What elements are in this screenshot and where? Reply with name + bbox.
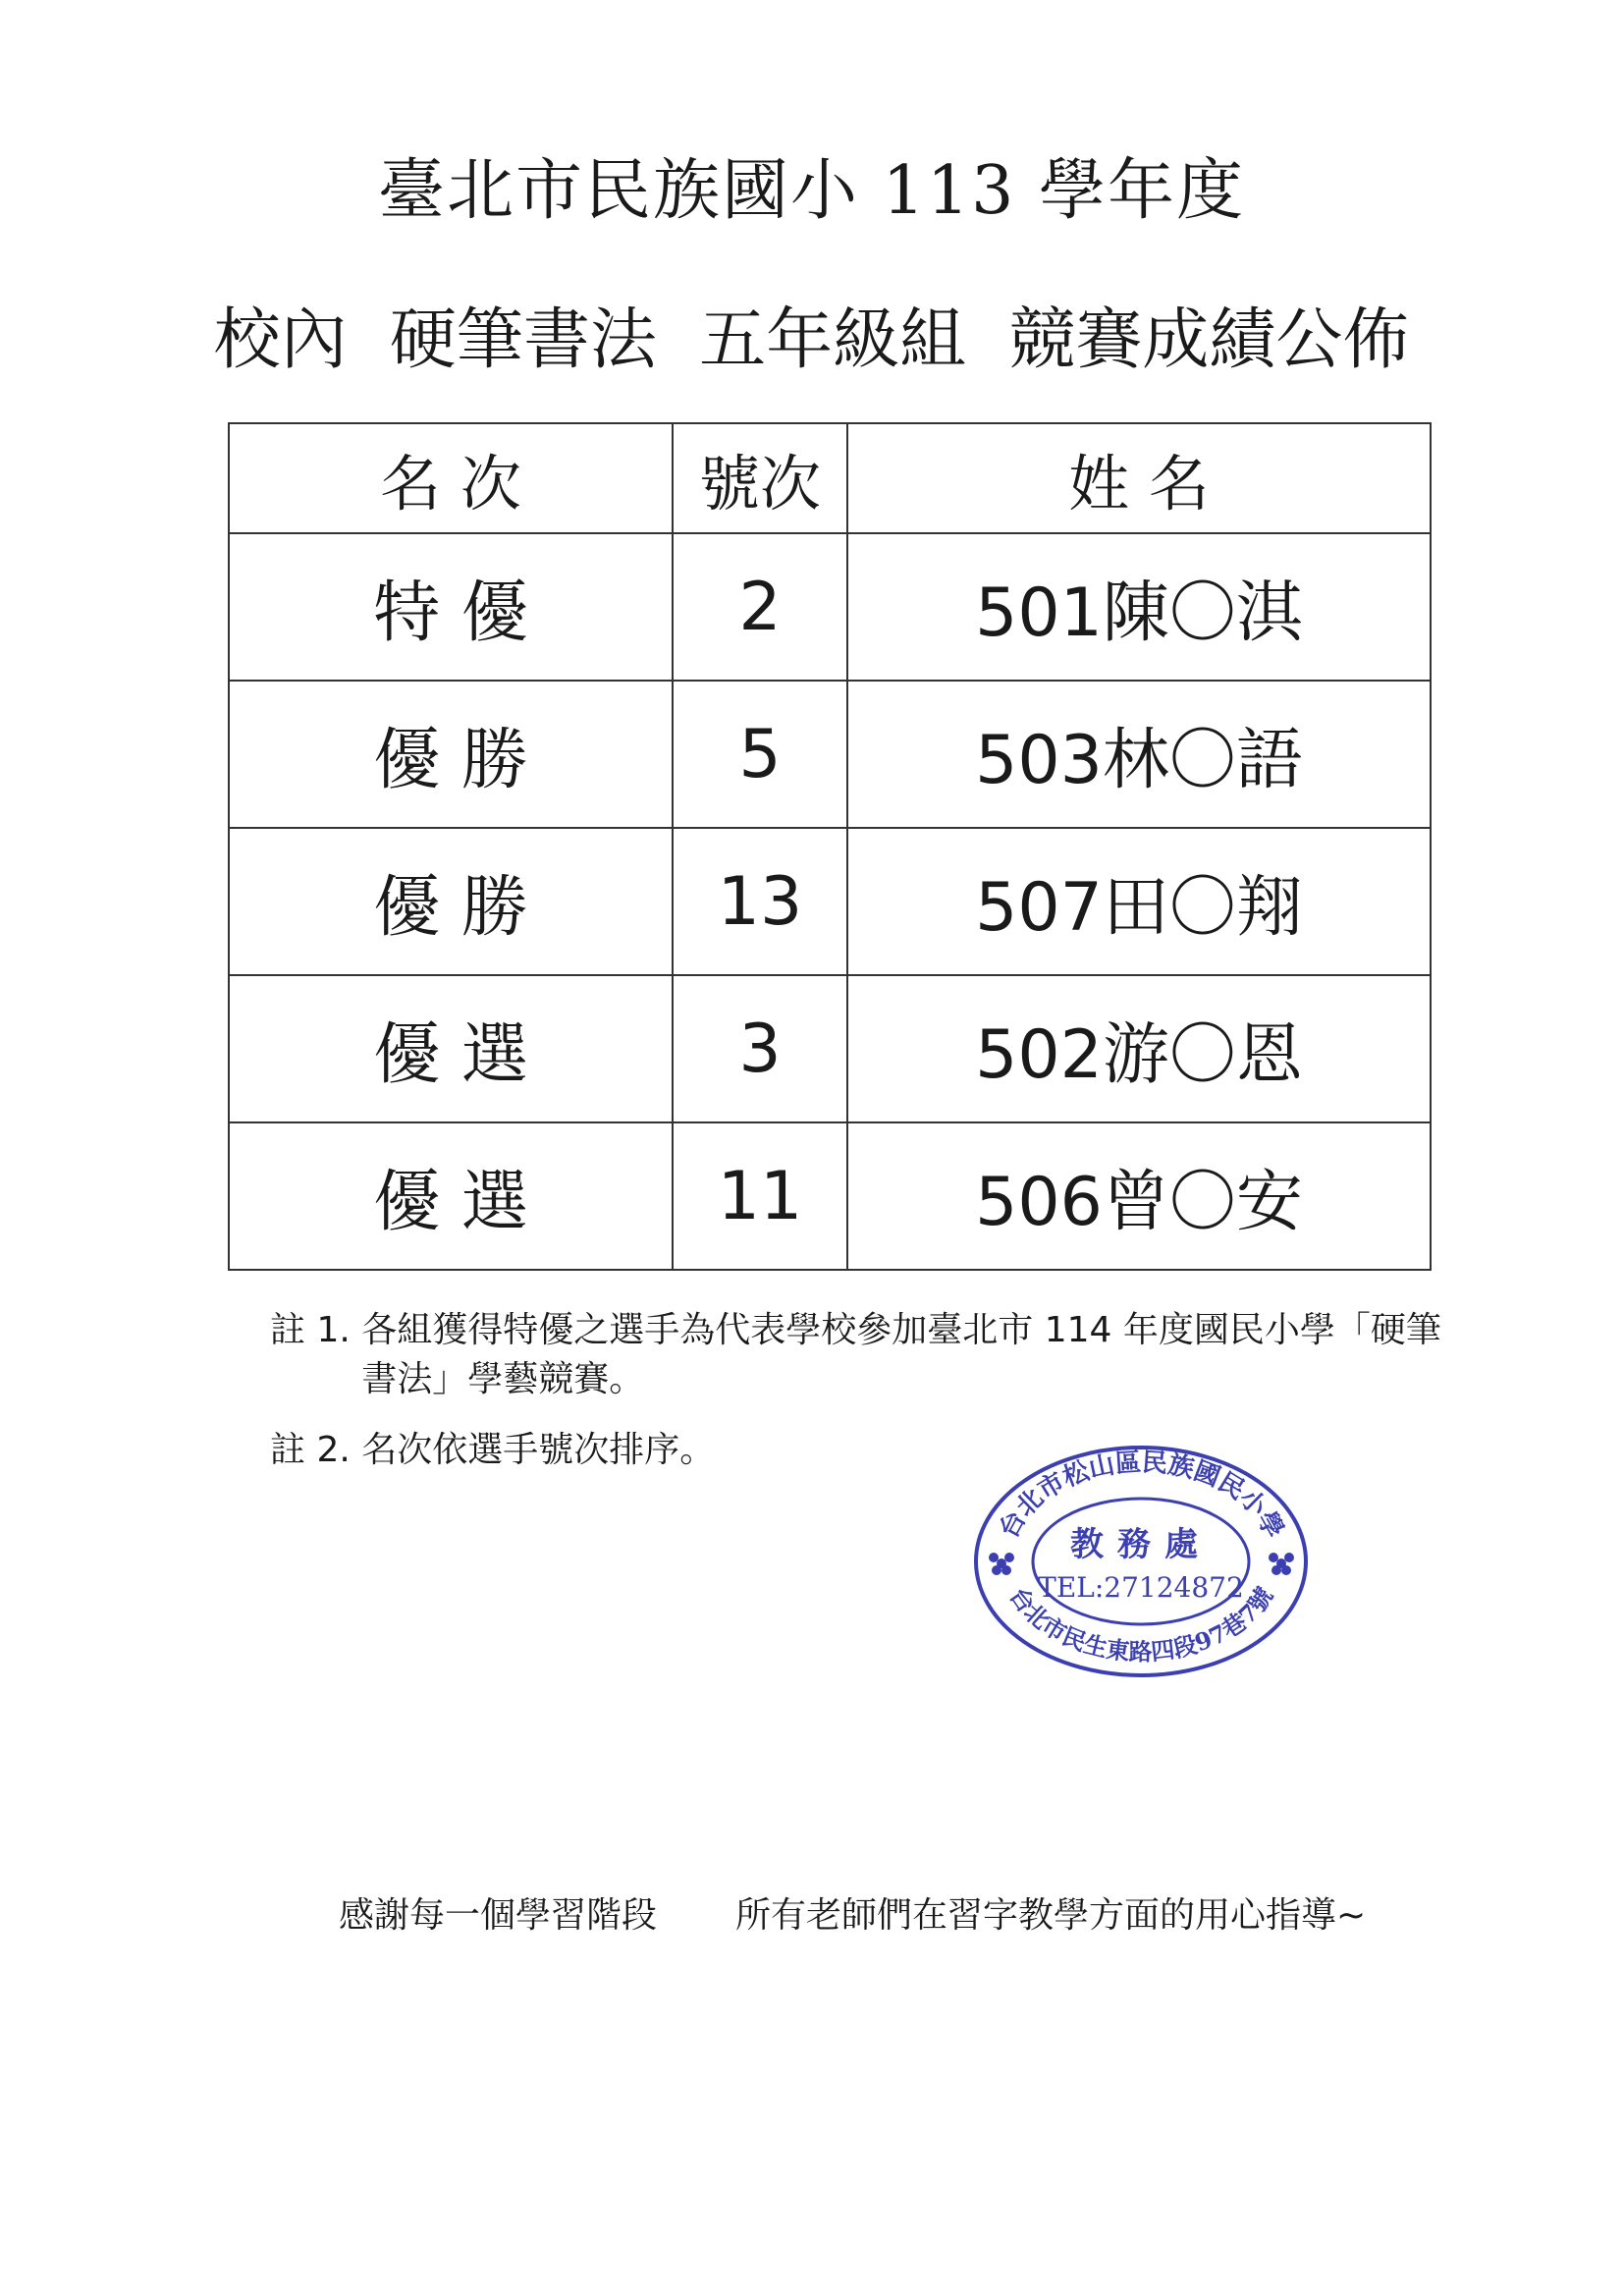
office-stamp bbox=[972, 1444, 1311, 1679]
note-text: 各組獲得特優之選手為代表學校參加臺北市 114 年度國民小學「硬筆書法」學藝競賽。 bbox=[361, 1310, 1441, 1399]
student-cell bbox=[847, 533, 1431, 681]
rank-cell: 特 優 bbox=[229, 533, 673, 681]
student-name: 曾〇安 bbox=[1102, 1163, 1303, 1241]
note-tag: 註 2. bbox=[270, 1430, 362, 1470]
plum-blossom-icon bbox=[989, 1553, 1014, 1575]
results-table bbox=[228, 422, 1432, 1271]
rank-cell: 優 勝 bbox=[229, 681, 673, 828]
number-cell: 5 bbox=[673, 681, 847, 828]
class-code: 502 bbox=[975, 1015, 1103, 1094]
document-title: 臺北市民族國小 113 學年度 bbox=[377, 152, 1246, 230]
header-name: 姓 名 bbox=[847, 423, 1431, 533]
rank-cell: 優 選 bbox=[229, 975, 673, 1122]
student-cell bbox=[847, 975, 1431, 1122]
student-cell bbox=[847, 681, 1431, 828]
rank-cell: 優 勝 bbox=[229, 828, 673, 975]
class-code: 507 bbox=[975, 868, 1103, 947]
class-code: 503 bbox=[975, 721, 1103, 799]
number-cell: 11 bbox=[673, 1122, 847, 1270]
table-row bbox=[229, 1122, 1431, 1270]
table-row bbox=[229, 828, 1431, 975]
stamp-office-text: 教務處 bbox=[1070, 1525, 1212, 1564]
number-cell: 2 bbox=[673, 533, 847, 681]
student-cell bbox=[847, 828, 1431, 975]
document-subtitle: 校內 硬筆書法 五年級組 競賽成績公佈 bbox=[213, 301, 1410, 379]
table-row bbox=[229, 681, 1431, 828]
class-code: 501 bbox=[975, 574, 1103, 652]
stamp-tel-text: TEL:27124872 bbox=[1038, 1571, 1244, 1604]
note-text: 名次依選手號次排序。 bbox=[361, 1430, 716, 1470]
footer-left-text: 感謝每一個學習階段 bbox=[339, 1895, 658, 1936]
note-item bbox=[270, 1306, 1448, 1404]
student-name: 田〇翔 bbox=[1102, 868, 1303, 947]
student-name: 陳〇淇 bbox=[1102, 574, 1303, 652]
number-cell: 3 bbox=[673, 975, 847, 1122]
table-header-row bbox=[229, 423, 1431, 533]
rank-cell: 優 選 bbox=[229, 1122, 673, 1270]
header-rank: 名 次 bbox=[229, 423, 673, 533]
table-row bbox=[229, 533, 1431, 681]
student-name: 林〇語 bbox=[1102, 721, 1303, 799]
note-tag: 註 1. bbox=[270, 1310, 362, 1350]
header-number: 號次 bbox=[673, 423, 847, 533]
class-code: 506 bbox=[975, 1163, 1103, 1241]
stamp-top-arc-text: 台北市松山區民族國民小學 bbox=[994, 1448, 1289, 1544]
table-row bbox=[229, 975, 1431, 1122]
number-cell: 13 bbox=[673, 828, 847, 975]
student-cell bbox=[847, 1122, 1431, 1270]
stamp-bottom-arc-text: 台北市民生東路四段97巷7號 bbox=[1003, 1581, 1279, 1667]
thanks-footer bbox=[339, 1887, 1468, 1938]
student-name: 游〇恩 bbox=[1102, 1015, 1303, 1094]
footer-right-text: 所有老師們在習字教學方面的用心指導~ bbox=[735, 1895, 1367, 1936]
plum-blossom-icon bbox=[1269, 1553, 1294, 1575]
